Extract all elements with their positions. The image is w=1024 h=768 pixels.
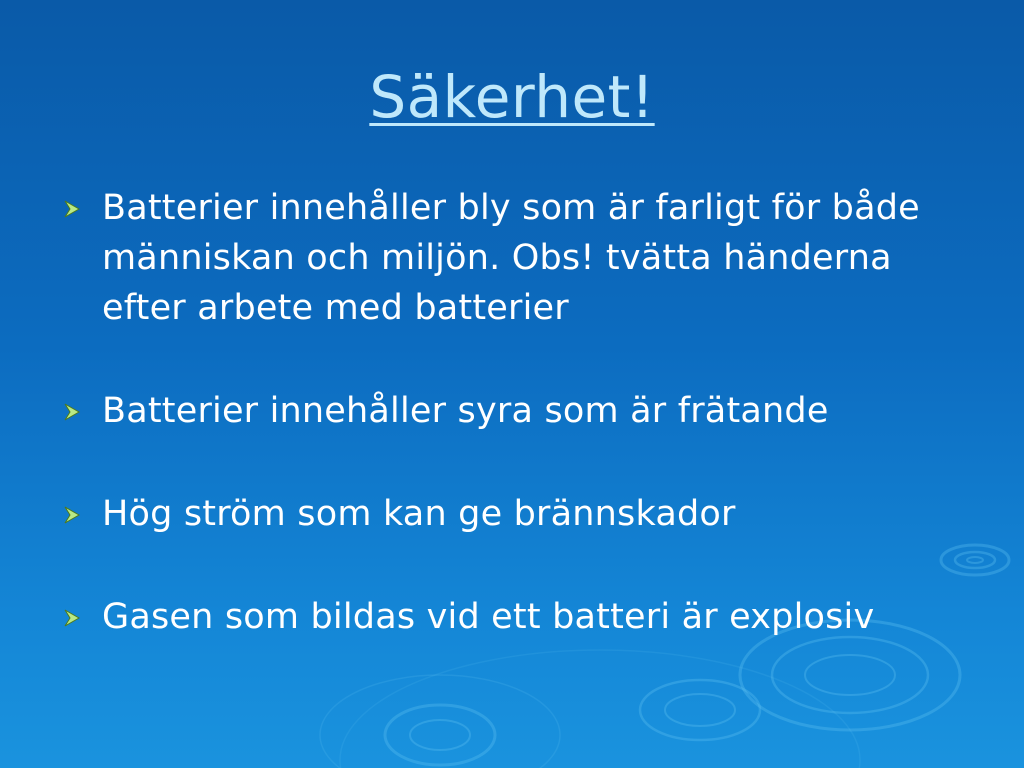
arrowhead-bullet-icon [62,505,82,525]
bullet-list [62,183,962,642]
bullet-text: Hög ström som kan ge brännskador [102,494,736,534]
arrowhead-bullet-icon [62,402,82,422]
bullet-text: Batterier innehåller bly som är farligt för både människan och miljön. Obs! tvätta händerna efter arbete med batterier [102,188,920,328]
bullet-item [62,489,962,539]
arrowhead-bullet-icon [62,608,82,628]
bullet-item [62,183,962,333]
bullet-text: Batterier innehåller syra som är frätande [102,391,829,431]
arrowhead-bullet-icon [62,199,82,219]
slide-title: Säkerhet! [369,63,655,131]
bullet-item [62,592,962,642]
bullet-item [62,386,962,436]
bullet-text: Gasen som bildas vid ett batteri är explosiv [102,597,875,637]
